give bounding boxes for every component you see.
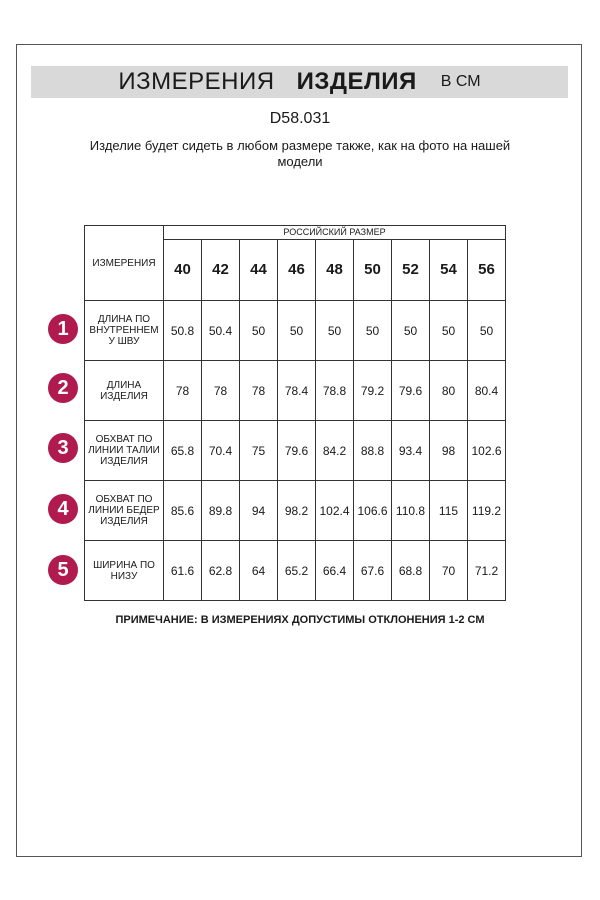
table-row xyxy=(85,541,506,601)
table-row xyxy=(85,361,506,421)
value-cell: 80.4 xyxy=(468,361,506,421)
value-cell: 65.8 xyxy=(164,421,202,481)
value-cell: 50 xyxy=(278,301,316,361)
row-label: ДЛИНА ИЗДЕЛИЯ xyxy=(85,361,164,421)
value-cell: 70 xyxy=(430,541,468,601)
value-cell: 50 xyxy=(392,301,430,361)
title-unit: В СМ xyxy=(440,73,481,90)
value-cell: 106.6 xyxy=(354,481,392,541)
value-cell: 102.4 xyxy=(316,481,354,541)
size-header-cell: 44 xyxy=(240,239,278,300)
row-label: ОБХВАТ ПО ЛИНИИ БЕДЕР ИЗДЕЛИЯ xyxy=(85,481,164,541)
size-header-cell: 40 xyxy=(164,239,202,300)
row-number-badge: 4 xyxy=(48,494,78,524)
value-cell: 75 xyxy=(240,421,278,481)
table-row xyxy=(85,301,506,361)
value-cell: 50.4 xyxy=(202,301,240,361)
value-cell: 70.4 xyxy=(202,421,240,481)
row-number-badge: 3 xyxy=(48,433,78,463)
value-cell: 93.4 xyxy=(392,421,430,481)
value-cell: 78.8 xyxy=(316,361,354,421)
value-cell: 78 xyxy=(164,361,202,421)
row-label: ОБХВАТ ПО ЛИНИИ ТАЛИИ ИЗДЕЛИЯ xyxy=(85,421,164,481)
value-cell: 79.2 xyxy=(354,361,392,421)
value-cell: 79.6 xyxy=(392,361,430,421)
size-header-cell: 46 xyxy=(278,239,316,300)
value-cell: 85.6 xyxy=(164,481,202,541)
row-label: ДЛИНА ПО ВНУТРЕННЕМ У ШВУ xyxy=(85,301,164,361)
row-number-badge: 5 xyxy=(48,555,78,585)
value-cell: 94 xyxy=(240,481,278,541)
value-cell: 78.4 xyxy=(278,361,316,421)
value-cell: 50 xyxy=(240,301,278,361)
value-cell: 78 xyxy=(202,361,240,421)
size-header-cell: 52 xyxy=(392,239,430,300)
size-header-cell: 42 xyxy=(202,239,240,300)
value-cell: 88.8 xyxy=(354,421,392,481)
value-cell: 98.2 xyxy=(278,481,316,541)
value-cell: 119.2 xyxy=(468,481,506,541)
value-cell: 65.2 xyxy=(278,541,316,601)
value-cell: 68.8 xyxy=(392,541,430,601)
title-part2: ИЗДЕЛИЯ xyxy=(296,68,417,95)
table-row xyxy=(85,481,506,541)
value-cell: 50 xyxy=(354,301,392,361)
value-cell: 50 xyxy=(468,301,506,361)
value-cell: 71.2 xyxy=(468,541,506,601)
size-header-cell: 50 xyxy=(354,239,392,300)
value-cell: 102.6 xyxy=(468,421,506,481)
title-banner xyxy=(31,66,568,98)
value-cell: 50 xyxy=(316,301,354,361)
value-cell: 115 xyxy=(430,481,468,541)
value-cell: 67.6 xyxy=(354,541,392,601)
value-cell: 80 xyxy=(430,361,468,421)
row-number-badge: 2 xyxy=(48,373,78,403)
table-row xyxy=(85,421,506,481)
value-cell: 79.6 xyxy=(278,421,316,481)
footnote: ПРИМЕЧАНИЕ: В ИЗМЕРЕНИЯХ ДОПУСТИМЫ ОТКЛОНЕНИЯ 1-2 СМ xyxy=(115,614,485,626)
size-header: РОССИЙСКИЙ РАЗМЕР xyxy=(164,226,506,240)
value-cell: 89.8 xyxy=(202,481,240,541)
value-cell: 110.8 xyxy=(392,481,430,541)
value-cell: 50.8 xyxy=(164,301,202,361)
row-label: ШИРИНА ПО НИЗУ xyxy=(85,541,164,601)
product-code: D58.031 xyxy=(269,110,331,127)
measurement-header: ИЗМЕРЕНИЯ xyxy=(85,226,164,301)
size-header-cell: 54 xyxy=(430,239,468,300)
value-cell: 64 xyxy=(240,541,278,601)
value-cell: 84.2 xyxy=(316,421,354,481)
title-part1: ИЗМЕРЕНИЯ xyxy=(118,68,275,95)
size-header-cell: 48 xyxy=(316,239,354,300)
value-cell: 50 xyxy=(430,301,468,361)
value-cell: 78 xyxy=(240,361,278,421)
value-cell: 66.4 xyxy=(316,541,354,601)
row-number-badge: 1 xyxy=(48,314,78,344)
size-table xyxy=(84,225,506,601)
value-cell: 61.6 xyxy=(164,541,202,601)
value-cell: 98 xyxy=(430,421,468,481)
size-header-cell: 56 xyxy=(468,239,506,300)
fit-note: Изделие будет сидеть в любом размере также, как на фото на нашей модели xyxy=(89,138,511,169)
value-cell: 62.8 xyxy=(202,541,240,601)
